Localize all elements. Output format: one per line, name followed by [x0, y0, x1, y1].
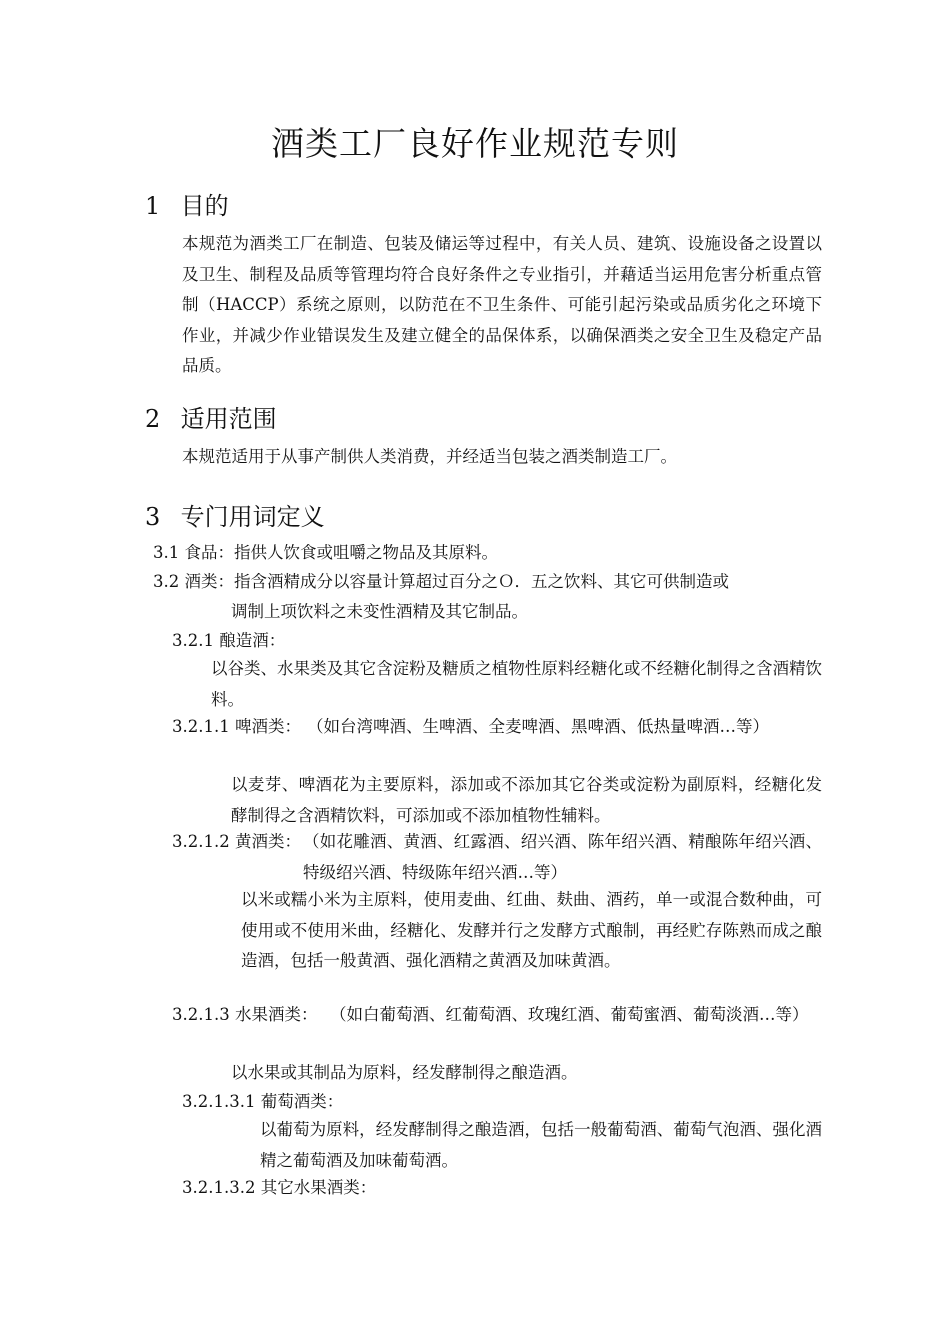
section-number: 2 [145, 405, 161, 433]
definition-3-2-1-2: 3.2.1.2 黄酒类： [172, 832, 301, 851]
definition-3-2-1-2-body: 以米或糯小米为主原料，使用麦曲、红曲、麸曲、酒药，单一或混合数种曲，可使用或不使用米曲，经糖化、发酵并行之发酵方式酿制，再经贮存陈熟而成之酿造酒，包括一般黄酒、强化酒精之黄酒及加味黄酒。 [241, 890, 822, 970]
definition-3-2-1-2-examples: （如花雕酒、黄酒、红露酒、绍兴酒、陈年绍兴酒、精酿陈年绍兴酒、特级绍兴酒、特级陈年绍兴酒…等） [303, 832, 822, 882]
definition-3-2-1-3-1-body: 以葡萄为原料，经发酵制得之酿造酒，包括一般葡萄酒、葡萄气泡酒、强化酒精之葡萄酒及加味葡萄酒。 [260, 1120, 822, 1170]
section-2-body: 本规范适用于从事产制供人类消费，并经适当包装之酒类制造工厂。 [182, 447, 677, 466]
section-title: 专门用词定义 [180, 503, 325, 531]
document-title: 酒类工厂良好作业规范专则 [271, 124, 679, 163]
definition-3-2-1-3-examples: （如白葡萄酒、红葡萄酒、玫瑰红酒、葡萄蜜酒、葡萄淡酒…等） [330, 1005, 809, 1024]
definition-3-2-1-3-1: 3.2.1.3.1 葡萄酒类： [182, 1092, 344, 1111]
section-title: 目的 [180, 192, 229, 220]
definition-3-2-1-1-body: 以麦芽、啤酒花为主要原料，添加或不添加其它谷类或淀粉为副原料，经糖化发酵制得之含酒精饮料，可添加或不添加植物性辅料。 [231, 775, 822, 825]
definition-3-2: 3.2 酒类：指含酒精成分以容量计算超过百分之Ｏ．五之饮料、其它可供制造或 [153, 572, 729, 591]
definition-3-2-1: 3.2.1 酿造酒： [172, 631, 286, 650]
definition-3-2-1-3-2: 3.2.1.3.2 其它水果酒类： [182, 1178, 377, 1197]
section-number: 3 [145, 503, 161, 531]
definition-3-2-1-3: 3.2.1.3 水果酒类： [172, 1005, 318, 1024]
definition-3-2-1-body: 以谷类、水果类及其它含淀粉及糖质之植物性原料经糖化或不经糖化制得之含酒精饮料。 [211, 659, 822, 709]
definition-3-2-1-1-examples: （如台湾啤酒、生啤酒、全麦啤酒、黑啤酒、低热量啤酒…等） [307, 717, 769, 736]
definition-3-2-continued: 调制上项饮料之未变性酒精及其它制品。 [231, 602, 528, 621]
section-3-heading [145, 497, 325, 532]
section-1-heading [145, 186, 229, 221]
section-2-heading [145, 399, 277, 434]
section-1-body: 本规范为酒类工厂在制造、包装及储运等过程中，有关人员、建筑、设施设备之设置以及卫生、制程及品质等管理均符合良好条件之专业指引，并藉适当运用危害分析重点管制（HACCP）系统之原则，以防范在不卫生条件、可能引起污染或品质劣化之环境下作业，并减少作业错误发生及建立健全的品保体系，以确保酒类之安全卫生及稳定产品品质。 [182, 234, 822, 375]
definition-3-1: 3.1 食品：指供人饮食或咀嚼之物品及其原料。 [153, 543, 498, 562]
section-number: 1 [145, 192, 161, 220]
definition-3-2-1-1: 3.2.1.1 啤酒类： [172, 717, 301, 736]
section-title: 适用范围 [180, 405, 277, 433]
definition-3-2-1-3-body: 以水果或其制品为原料，经发酵制得之酿造酒。 [231, 1063, 578, 1082]
